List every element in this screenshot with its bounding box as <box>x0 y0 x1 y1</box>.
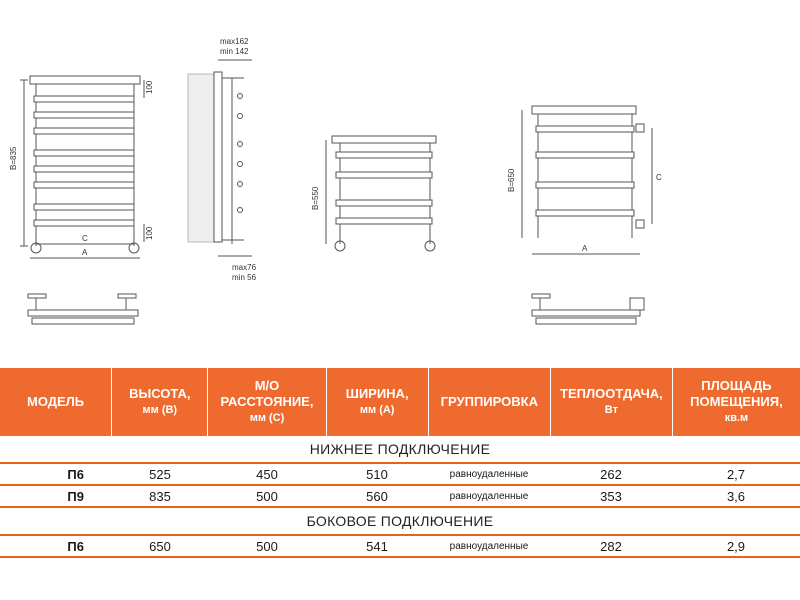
dim-height-b650: В=650 <box>507 168 516 192</box>
front-view-side-connection <box>522 106 652 254</box>
header-width: ШИРИНА, мм (А) <box>327 368 429 436</box>
cell-grouping: равноудаленные <box>449 490 529 502</box>
cell-area: 2,9 <box>726 538 746 554</box>
cell-height: 525 <box>149 466 171 482</box>
header-area: ПЛОЩАДЬ ПОМЕЩЕНИЯ, кв.м <box>690 378 783 424</box>
cell-model: П6 <box>67 466 84 482</box>
header-heat: ТЕПЛООТДАЧА, Вт <box>551 368 673 436</box>
front-view-p6 <box>326 136 436 251</box>
dim-max76: max76 <box>232 263 257 272</box>
header-height: ВЫСОТА, мм (В) <box>112 368 208 436</box>
specs-table <box>0 368 800 558</box>
dim-a-label-side: А <box>582 244 588 253</box>
cell-area: 3,6 <box>726 488 746 504</box>
cell-grouping: равноудаленные <box>449 540 529 552</box>
cell-width: 541 <box>366 538 388 554</box>
cell-heat: 353 <box>600 488 622 504</box>
top-view-bottom-connection <box>28 294 138 324</box>
header-model: МОДЕЛЬ <box>0 368 112 436</box>
cell-height: 835 <box>149 488 171 504</box>
cell-heat: 282 <box>600 538 622 554</box>
header-spacing: М/О РАССТОЯНИЕ, мм (С) <box>208 368 326 436</box>
cell-spacing: 500 <box>256 488 278 504</box>
dim-100-bottom: 100 <box>145 226 154 240</box>
cell-spacing: 500 <box>256 538 278 554</box>
table-row <box>0 462 800 484</box>
group-side-connection: БОКОВОЕ ПОДКЛЮЧЕНИЕ <box>306 513 494 529</box>
dim-min56: min 56 <box>232 273 257 282</box>
top-view-side-connection <box>532 294 644 324</box>
cell-spacing: 450 <box>256 466 278 482</box>
dim-height-b550: В=550 <box>311 186 320 210</box>
table-header <box>0 368 800 436</box>
header-grouping: ГРУППИРОВКА <box>429 368 551 436</box>
cell-model: П9 <box>67 488 84 504</box>
group-bottom-connection: НИЖНЕЕ ПОДКЛЮЧЕНИЕ <box>309 441 491 457</box>
dim-height-b835: В=835 <box>9 146 18 170</box>
cell-model: П6 <box>67 538 84 554</box>
table-row <box>0 484 800 508</box>
dim-c-label-side: С <box>656 173 662 182</box>
cell-height: 650 <box>149 538 171 554</box>
dim-max162: max162 <box>220 37 249 46</box>
cell-width: 560 <box>366 488 388 504</box>
cell-width: 510 <box>366 466 388 482</box>
side-view-p9 <box>188 60 252 256</box>
front-view-p9 <box>20 76 144 258</box>
table-row <box>0 534 800 558</box>
dim-min142: min 142 <box>220 47 249 56</box>
dim-a-label: А <box>82 248 88 257</box>
cell-area: 2,7 <box>726 466 746 482</box>
dim-c-label: С <box>82 234 88 243</box>
cell-heat: 262 <box>600 466 622 482</box>
dim-100-top: 100 <box>145 80 154 94</box>
cell-grouping: равноудаленные <box>449 468 529 480</box>
